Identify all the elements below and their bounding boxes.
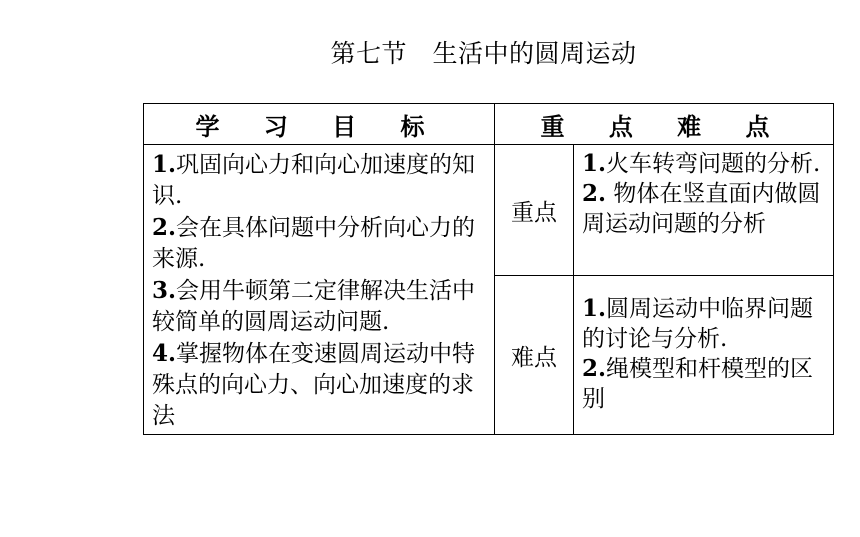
table-row [144,145,834,276]
difficult-points-label: 难点 [495,276,574,435]
table-header-row [144,104,834,145]
key-points-content [574,145,834,276]
difficult-point-item: 1.圆周运动中临界问题的讨论与分析. [582,295,814,352]
objectives-cell [144,145,495,435]
key-difficult-header: 重 点 难 点 [495,104,834,145]
objective-item: 4.掌握物体在变速圆周运动中特殊点的向心力、向心加速度的求法 [152,340,476,429]
objective-item: 3.会用牛顿第二定律解决生活中较简单的圆周运动问题. [152,277,476,335]
key-point-item: 1.火车转弯问题的分析. [582,150,821,177]
difficult-points-content [574,276,834,435]
objectives-header: 学 习 目 标 [144,104,495,145]
page-title: 第七节 生活中的圆周运动 [330,39,637,68]
key-points-label: 重点 [495,145,574,276]
learning-objectives-table [143,103,834,435]
objective-item: 2.会在具体问题中分析向心力的来源. [152,214,476,272]
key-point-item: 2. 物体在竖直面内做圆周运动问题的分析 [582,180,821,237]
objective-item: 1.巩固向心力和向心加速度的知识. [152,151,476,209]
difficult-point-item: 2.绳模型和杆模型的区别 [582,355,814,412]
